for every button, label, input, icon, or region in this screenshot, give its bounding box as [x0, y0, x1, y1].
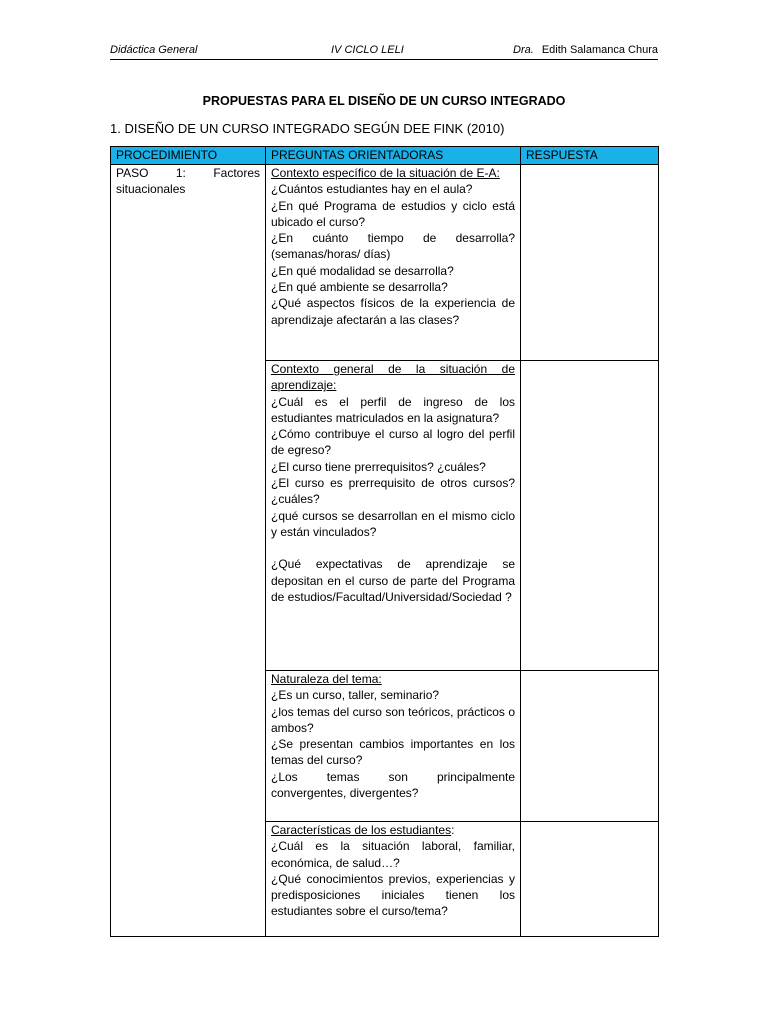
question: ¿En qué modalidad se desarrolla? [271, 263, 454, 278]
header-cycle: IV CICLO LELI [331, 44, 404, 56]
question: ¿Se presentan cambios importantes en los temas del curso? [271, 737, 515, 768]
block-heading-line [271, 822, 515, 838]
question: ¿El curso es prerrequisito de otros cursos? ¿cuáles? [271, 476, 515, 507]
answer-cell[interactable] [521, 361, 659, 671]
question: ¿Cuál es la situación laboral, familiar, económica, de salud…? [271, 839, 515, 870]
col-header-respuesta: RESPUESTA [521, 147, 659, 165]
question: ¿qué cursos se desarrollan en el mismo ciclo y están vinculados? [271, 508, 515, 539]
questions-cell [266, 165, 521, 361]
block-heading: Contexto específico de la situación de E-A: [271, 166, 500, 180]
question: ¿Cuántos estudiantes hay en el aula? [271, 182, 473, 197]
question: ¿Cómo contribuye el curso al logro del perfil de egreso? [271, 427, 515, 458]
header-rule [110, 59, 658, 60]
block-heading: Contexto general de la situación de aprendizaje: [271, 362, 515, 393]
header-course: Didáctica General [110, 44, 198, 56]
step-label: PASO 1: Factores situacionales [116, 166, 260, 197]
header-author [513, 44, 658, 56]
document-title: PROPUESTAS PARA EL DISEÑO DE UN CURSO INTEGRADO [202, 94, 566, 108]
header-author-prefix: Dra. [513, 44, 534, 56]
question: ¿Qué expectativas de aprendizaje se depositan en el curso de parte del Programa de estudios/Facultad/Universidad/Sociedad ? [271, 557, 515, 604]
question: ¿En qué Programa de estudios y ciclo está ubicado el curso? [271, 198, 515, 229]
questions-cell [266, 822, 521, 937]
question: ¿Es un curso, taller, seminario? [271, 688, 440, 703]
step-cell [111, 165, 266, 937]
answer-cell[interactable] [521, 165, 659, 361]
questions-cell [266, 361, 521, 671]
block-heading: Características de los estudiantes [271, 823, 452, 837]
block-heading-suffix: : [451, 823, 455, 837]
spacer [271, 540, 515, 556]
answer-cell[interactable] [521, 822, 659, 937]
question: ¿los temas del curso son teóricos, prácticos o ambos? [271, 704, 515, 735]
table-row [111, 165, 659, 361]
question: ¿El curso tiene prerrequisitos? ¿cuáles? [271, 459, 486, 474]
question: ¿Cuál es el perfil de ingreso de los estudiantes matriculados en la asignatura? [271, 394, 515, 425]
design-table [110, 146, 659, 937]
question: ¿En cuánto tiempo de desarrolla? (semanas/horas/ días) [271, 231, 515, 262]
question: ¿Qué aspectos físicos de la experiencia de aprendizaje afectarán a las clases? [271, 296, 515, 327]
table-header-row [111, 147, 659, 165]
answer-cell[interactable] [521, 671, 659, 822]
question: ¿Los temas son principalmente convergentes, divergentes? [271, 769, 515, 801]
questions-cell [266, 671, 521, 822]
col-header-preguntas: PREGUNTAS ORIENTADORAS [266, 147, 521, 165]
section-title: 1. DISEÑO DE UN CURSO INTEGRADO SEGÚN DEE FINK (2010) [110, 121, 505, 136]
col-header-procedimiento: PROCEDIMIENTO [111, 147, 266, 165]
page-header [110, 44, 658, 60]
question: ¿Qué conocimientos previos, experiencias y predisposiciones iniciales tienen los estudiantes sobre el curso/tema? [271, 871, 515, 919]
block-heading: Naturaleza del tema: [271, 672, 382, 686]
question: ¿En qué ambiente se desarrolla? [271, 280, 448, 295]
header-author-name: Edith Salamanca Chura [541, 44, 658, 56]
